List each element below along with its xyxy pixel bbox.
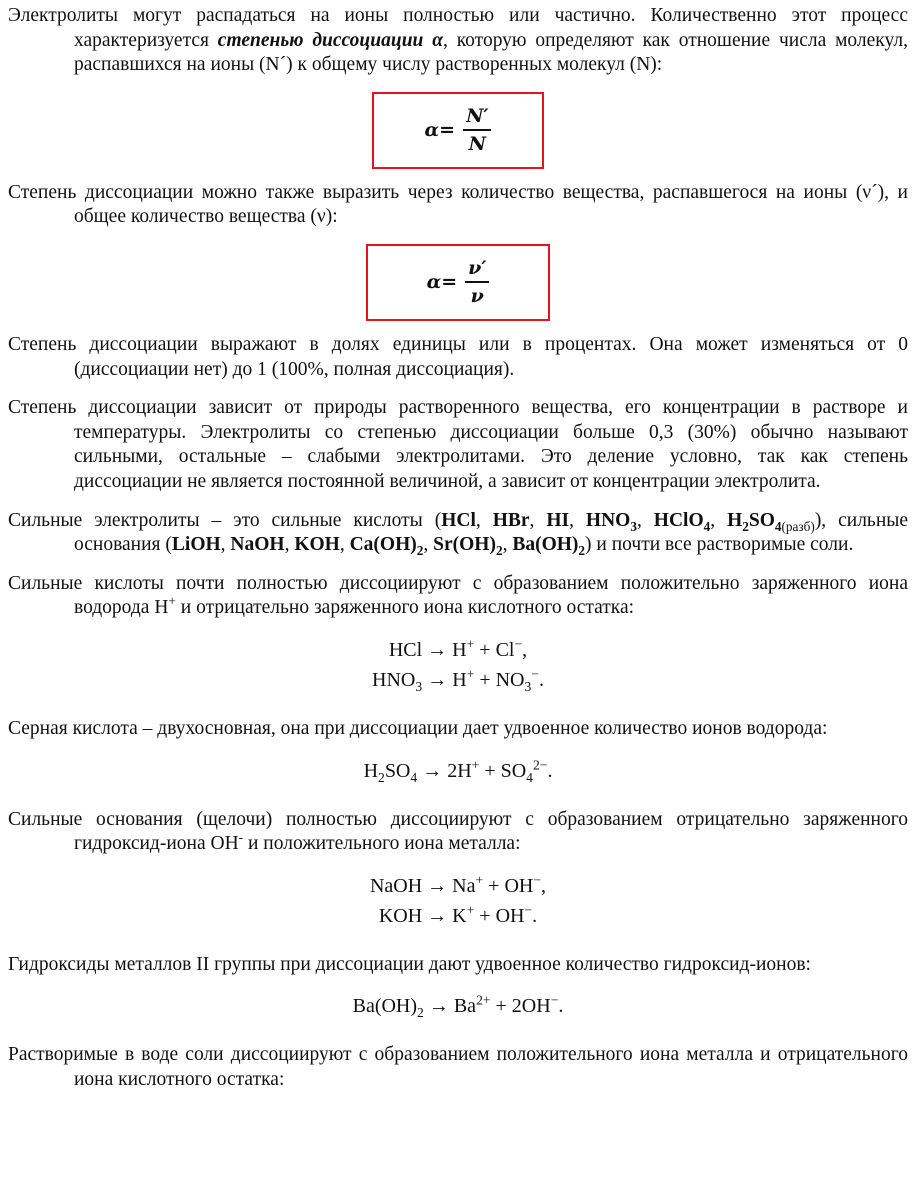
equation-block: [8, 756, 908, 786]
text-run: KOH → K: [378, 904, 467, 927]
paragraph: [8, 4, 908, 78]
text-run: ,: [522, 638, 528, 661]
fraction: [463, 105, 491, 155]
superscript: 2+: [476, 992, 491, 1008]
paragraph: [8, 509, 908, 558]
paragraph: [8, 1043, 908, 1092]
superscript: +: [466, 902, 475, 918]
fraction-numerator: ν′: [465, 257, 489, 283]
formula-box: [372, 92, 544, 169]
text-run: Сильные кислоты почти полностью диссоциируют с образованием положительно заряженного иона водорода H: [8, 572, 908, 619]
text-run: ,: [284, 534, 295, 556]
subscript: 4: [410, 769, 418, 785]
bold-subscript: 2: [578, 543, 586, 559]
equation-block: [8, 991, 908, 1021]
superscript: −: [524, 902, 533, 918]
paragraph: [8, 953, 908, 978]
superscript: +: [466, 636, 475, 652]
text-run: → H: [422, 668, 467, 691]
equation-block: [8, 871, 908, 931]
equation-line: [8, 635, 908, 665]
text-run: + NO: [474, 668, 525, 691]
subscript: 3: [524, 678, 532, 694]
text-run: + OH: [474, 904, 525, 927]
text-run: ,: [475, 509, 493, 531]
fraction-denominator: ν: [470, 285, 484, 308]
superscript: −: [550, 992, 559, 1008]
paragraph: [8, 333, 908, 382]
superscript: +: [475, 872, 484, 888]
superscript: 2−: [532, 756, 548, 772]
bold-formula: Ba(OH): [512, 534, 579, 556]
text-run: + OH: [483, 874, 534, 897]
bold-formula: Sr(OH): [433, 534, 496, 556]
equation-line: [8, 756, 908, 786]
superscript: −: [533, 872, 542, 888]
text-run: Степень диссоциации зависит от природы растворенного вещества, его концентрации в растворе и температуры. Электролиты со степенью диссоциации больше 0,3 (30%) обычно называют сильными, остальные – слабыми электролитами. Это деление условно, так как степень диссоциации не является постоянной величиной, а зависит от концентрации электролита.: [8, 397, 908, 492]
emphasized-term: степенью диссоциации α: [217, 29, 443, 51]
formula-equals: =: [439, 119, 456, 142]
formula-box: [366, 244, 550, 321]
superscript: −: [531, 666, 539, 682]
subscript: 2: [378, 769, 385, 785]
formula-lhs: α: [424, 119, 440, 142]
bold-formula: LiOH: [171, 534, 221, 556]
text-run: Гидроксиды металлов II группы при диссоциации дают удвоенное количество гидроксид-ионов:: [8, 953, 811, 975]
paragraph: [8, 396, 908, 494]
text-run: Сильные основания (щелочи) полностью диссоциируют с образованием отрицательно заряженного гидроксид-иона OH: [8, 808, 908, 855]
text-run: HNO: [372, 668, 416, 691]
fraction-numerator: N′: [463, 105, 491, 131]
equation-line: [8, 871, 908, 901]
text-run: .: [558, 995, 564, 1018]
text-run: .: [538, 668, 544, 691]
superscript: +: [471, 756, 480, 772]
equation-line: [8, 901, 908, 931]
subscript: 4: [526, 769, 533, 785]
bold-formula: SO: [748, 509, 775, 531]
text-run: Растворимые в воде соли диссоциируют с образованием положительного иона металла и отрицательного иона кислотного остатка:: [8, 1044, 908, 1090]
bold-subscript: 3: [630, 518, 637, 534]
text-run: .: [532, 904, 538, 927]
text-run: ) и почти все растворимые соли.: [585, 534, 854, 556]
bold-formula: Ca(OH): [349, 534, 417, 556]
text-run: + Cl: [474, 638, 515, 661]
bold-formula: HNO: [585, 509, 631, 531]
superscript: −: [514, 636, 523, 652]
paragraph: [8, 717, 908, 742]
bold-formula: KOH: [294, 534, 340, 556]
text-run: H: [363, 759, 379, 782]
text-run: Степень диссоциации можно также выразить через количество вещества, распавшегося на ионы (ν´), и общее количество вещества (ν):: [8, 181, 908, 228]
text-run: ,: [529, 509, 547, 531]
text-run: ,: [569, 509, 586, 531]
fraction: [465, 257, 489, 307]
bold-formula: NaOH: [230, 534, 285, 556]
text-run: Электролиты могут распадаться на ионы полностью или частично. Количественно этот процесс характеризуется: [8, 5, 908, 51]
text-run: + 2OH: [490, 995, 551, 1018]
superscript: +: [466, 666, 475, 682]
subscript: (разб): [781, 518, 815, 534]
bold-subscript: 4: [774, 518, 782, 534]
text-run: NaOH → Na: [369, 874, 476, 897]
text-run: Степень диссоциации выражают в долях единицы или в процентах. Она может изменяться от 0 (диссоциации нет) до 1 (100%, полная диссоциация).: [8, 333, 908, 380]
text-run: ,: [220, 534, 231, 556]
paragraph: [8, 181, 908, 230]
equation-line: [8, 991, 908, 1021]
bold-formula: H: [727, 509, 743, 531]
superscript: +: [168, 593, 176, 609]
paragraph: [8, 572, 908, 621]
subscript: 3: [415, 678, 423, 694]
text-run: , которую определяют как отношение числа молекул, распавшихся на ионы (N´) к общему числу растворенных молекул (N):: [74, 29, 908, 76]
equation-line: [8, 665, 908, 695]
text-run: ,: [636, 509, 654, 531]
bold-formula: HBr: [492, 509, 530, 531]
text-run: ), сильные основания (: [74, 509, 909, 556]
bold-subscript: 4: [703, 518, 711, 534]
text-run: → Ba: [423, 995, 477, 1018]
text-run: + SO: [479, 759, 527, 782]
paragraph: [8, 808, 908, 857]
bold-subscript: 2: [742, 518, 749, 534]
subscript: 2: [417, 1005, 424, 1021]
text-run: Серная кислота – двухосновная, она при диссоциации дает удвоенное количество ионов водорода:: [8, 717, 828, 739]
text-run: → 2H: [417, 759, 472, 782]
text-run: .: [547, 759, 553, 782]
bold-subscript: 2: [495, 543, 503, 559]
formula-lhs: α: [426, 271, 442, 294]
text-run: ,: [339, 534, 350, 556]
text-run: Ba(OH): [352, 995, 418, 1018]
bold-formula: HClO: [653, 509, 704, 531]
fraction-denominator: N: [468, 133, 486, 156]
text-run: Сильные электролиты – это сильные кислоты (: [8, 509, 442, 531]
text-run: ,: [502, 534, 513, 556]
text-run: ,: [541, 874, 547, 897]
equation-block: [8, 635, 908, 695]
text-run: HCl → H: [388, 638, 467, 661]
superscript: -: [238, 829, 244, 845]
bold-subscript: 2: [416, 543, 424, 559]
text-run: и положительного иона металла:: [243, 833, 521, 855]
bold-formula: HI: [546, 509, 570, 531]
text-run: и отрицательно заряженного иона кислотного остатка:: [175, 597, 635, 619]
formula-equals: =: [441, 271, 458, 294]
bold-formula: HCl: [441, 509, 476, 531]
text-run: SO: [384, 759, 411, 782]
text-run: ,: [710, 509, 728, 531]
text-run: ,: [423, 534, 434, 556]
